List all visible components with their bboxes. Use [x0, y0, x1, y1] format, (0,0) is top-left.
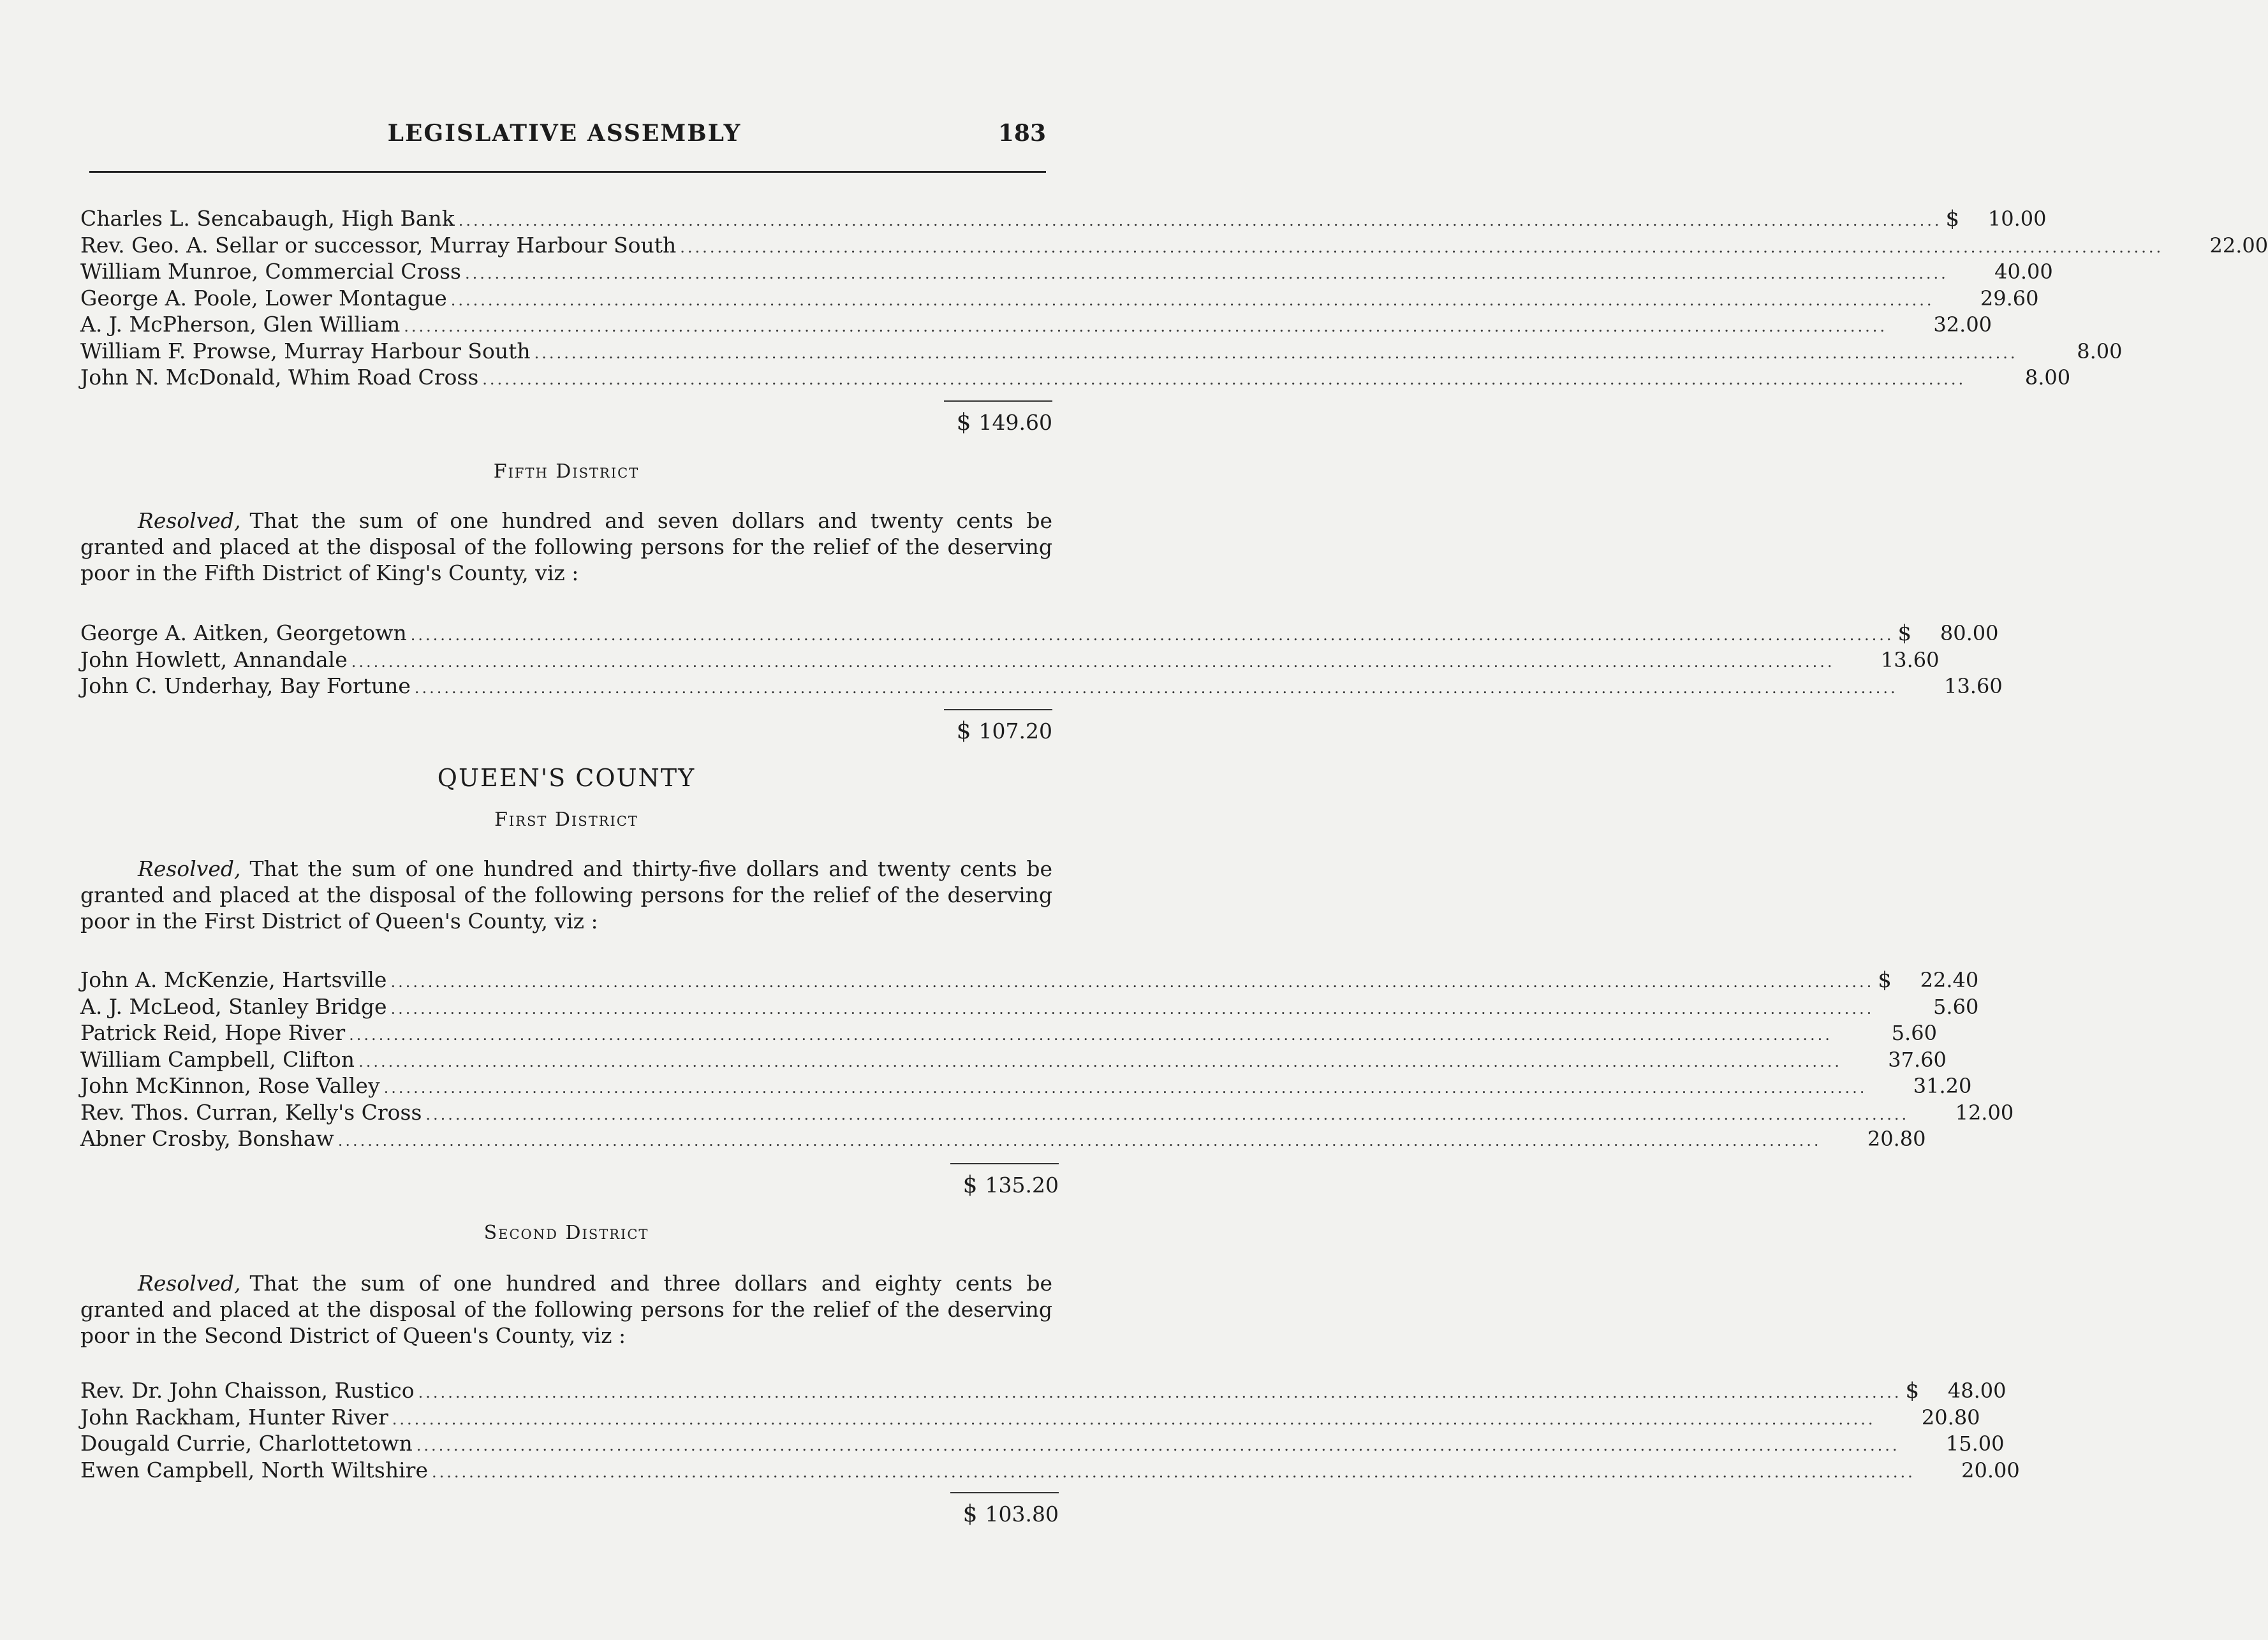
entry-amount: 12.00	[1955, 1100, 2014, 1125]
entry-name: Patrick Reid, Hope River	[80, 1020, 346, 1045]
resolved-label: Resolved,	[138, 856, 241, 881]
page-number: 183	[998, 120, 1046, 147]
county-heading: QUEEN'S COUNTY	[437, 764, 696, 792]
dot-leader: ........................................................................................................................................................................................................	[425, 1105, 1910, 1124]
dot-leader: ........................................................................................................................................................................................................	[416, 1437, 1900, 1454]
list-item	[80, 1430, 2005, 1457]
header-title: LEGISLATIVE ASSEMBLY	[387, 120, 742, 147]
list-item	[80, 647, 1940, 673]
entry-name: Ewen Campbell, North Wiltshire	[80, 1457, 428, 1483]
dot-leader: ........................................................................................................................................................................................................	[390, 999, 1874, 1018]
entry-amount: 5.60	[1891, 1021, 1937, 1045]
list-item	[80, 1125, 1926, 1152]
entry-amount: 8.00	[2024, 365, 2071, 390]
dot-leader: ........................................................................................................................................................................................................	[418, 1384, 1902, 1402]
entry-name: John N. McDonald, Whim Road Cross	[80, 365, 479, 390]
currency-sign: $	[956, 718, 971, 744]
dot-leader: ........................................................................................................................................................................................................	[349, 1026, 1832, 1044]
entry-amount: 10.00	[1987, 207, 2047, 231]
entry-amount: 13.60	[1880, 647, 1940, 672]
entry-amount: 22.00	[2209, 233, 2268, 258]
resolution-text: That the sum of one hundred and seven dollars and twenty cents be granted and placed at the disposal of the following persons for the relief of the deserving poor in the Fifth District of King's County, viz :	[80, 508, 1052, 585]
entry-name: William Munroe, Commercial Cross	[80, 259, 461, 284]
entry-amount: 48.00	[1947, 1379, 2007, 1403]
dot-leader: ........................................................................................................................................................................................................	[680, 238, 2164, 256]
entry-amount: 29.60	[1980, 286, 2039, 311]
running-header	[89, 120, 1046, 152]
list-item	[80, 338, 2123, 365]
list-item	[80, 232, 2268, 259]
resolved-label: Resolved,	[138, 1271, 241, 1296]
entry-amount: 40.00	[1994, 260, 2053, 284]
entry-name: William F. Prowse, Murray Harbour South	[80, 338, 531, 363]
entry-name: Rev. Geo. A. Sellar or successor, Murray Harbour South	[80, 232, 677, 258]
total-value: 107.20	[978, 719, 1052, 743]
resolution-paragraph	[80, 508, 1052, 586]
entry-amount: 31.20	[1913, 1074, 1972, 1098]
list-item	[80, 258, 2053, 285]
entry-list-second-district	[80, 1377, 2020, 1483]
dot-leader: ........................................................................................................................................................................................................	[482, 370, 1966, 388]
entry-amount: 37.60	[1888, 1047, 1947, 1072]
section-heading-first-district: First District	[494, 809, 638, 831]
currency-sign: $	[956, 409, 971, 436]
dot-leader: ........................................................................................................................................................................................................	[358, 1052, 1842, 1071]
currency-sign: $	[1905, 1378, 1920, 1403]
total-value: 103.80	[985, 1502, 1059, 1527]
list-item	[80, 1457, 2020, 1484]
dot-leader: ........................................................................................................................................................................................................	[458, 212, 1942, 230]
currency-sign: $	[1945, 206, 1960, 231]
dot-leader: ........................................................................................................................................................................................................	[383, 1079, 1867, 1097]
list-item	[80, 1020, 1937, 1046]
entry-amount: 15.00	[1945, 1431, 2005, 1456]
entry-name: John C. Underhay, Bay Fortune	[80, 673, 411, 698]
entry-amount: 20.80	[1921, 1405, 1980, 1430]
dot-leader: ........................................................................................................................................................................................................	[534, 344, 2018, 362]
entry-amount: 80.00	[1940, 621, 1999, 645]
resolution-text: That the sum of one hundred and three dollars and eighty cents be granted and placed at the disposal of the following persons for the relief of the deserving poor in the Second District of Queen's County, viz :	[80, 1271, 1052, 1348]
entry-name: John A. McKenzie, Hartsville	[80, 967, 387, 992]
entry-name: A. J. McPherson, Glen William	[80, 312, 401, 337]
currency-sign: $	[962, 1172, 978, 1198]
entry-name: Abner Crosby, Bonshaw	[80, 1126, 334, 1151]
entry-name: John Howlett, Annandale	[80, 647, 348, 672]
currency-sign: $	[1878, 967, 1892, 993]
list-item	[80, 311, 1992, 338]
total-rule	[944, 709, 1052, 710]
header-rule	[89, 171, 1046, 173]
dot-leader: ........................................................................................................................................................................................................	[414, 679, 1898, 697]
section-heading-second-district: Second District	[483, 1222, 649, 1244]
entry-amount: 20.00	[1961, 1458, 2020, 1483]
entry-list-first-district	[80, 967, 2014, 1152]
total-value: 149.60	[978, 410, 1052, 435]
dot-leader: ........................................................................................................................................................................................................	[450, 291, 1934, 309]
dot-leader: ........................................................................................................................................................................................................	[404, 318, 1888, 335]
list-item	[80, 285, 2039, 312]
entry-name: Charles L. Sencabaugh, High Bank	[80, 206, 455, 231]
list-item	[80, 205, 2047, 232]
entry-amount: 8.00	[2077, 339, 2123, 363]
list-item	[80, 673, 2003, 699]
dot-leader: ........................................................................................................................................................................................................	[392, 1410, 1876, 1428]
list-item	[80, 364, 2071, 391]
entry-amount: 20.80	[1867, 1127, 1926, 1151]
list-item	[80, 1404, 1980, 1431]
total-amount	[963, 1172, 1059, 1198]
entry-name: Rev. Thos. Curran, Kelly's Cross	[80, 1099, 422, 1125]
entry-amount: 32.00	[1933, 312, 1992, 337]
resolution-text: That the sum of one hundred and thirty-five dollars and twenty cents be granted and placed at the disposal of the following persons for the relief of the deserving poor in the First District of Queen's County, viz :	[80, 856, 1052, 933]
resolution-paragraph	[80, 856, 1052, 934]
list-item	[80, 1377, 2007, 1404]
dot-leader: ........................................................................................................................................................................................................	[464, 265, 1948, 282]
total-amount	[957, 718, 1052, 744]
entry-amount: 5.60	[1933, 994, 1979, 1019]
entry-name: Dougald Currie, Charlottetown	[80, 1431, 413, 1456]
dot-leader: ........................................................................................................................................................................................................	[410, 626, 1894, 644]
dot-leader: ........................................................................................................................................................................................................	[337, 1132, 1822, 1150]
dot-leader: ........................................................................................................................................................................................................	[431, 1463, 1915, 1481]
entry-name: George A. Aitken, Georgetown	[80, 620, 407, 645]
total-amount	[963, 1501, 1059, 1527]
total-rule	[950, 1492, 1059, 1493]
list-item	[80, 993, 1979, 1020]
entry-name: John Rackham, Hunter River	[80, 1404, 388, 1430]
entry-amount: 22.40	[1920, 968, 1979, 992]
currency-sign: $	[962, 1501, 978, 1527]
entry-list-continued	[80, 205, 2268, 391]
resolved-label: Resolved,	[138, 508, 241, 533]
entry-name: John McKinnon, Rose Valley	[80, 1073, 380, 1098]
entry-name: A. J. McLeod, Stanley Bridge	[80, 993, 387, 1019]
entry-name: William Campbell, Clifton	[80, 1046, 355, 1072]
section-heading-fifth-district: Fifth District	[493, 460, 640, 483]
total-amount	[957, 409, 1052, 436]
entry-name: Rev. Dr. John Chaisson, Rustico	[80, 1378, 415, 1403]
list-item	[80, 1073, 1972, 1099]
entry-amount: 13.60	[1944, 674, 2003, 698]
entry-list-fifth-district	[80, 620, 2003, 699]
list-item	[80, 1046, 1947, 1073]
total-rule	[944, 400, 1052, 402]
dot-leader: ........................................................................................................................................................................................................	[390, 973, 1874, 991]
resolution-paragraph	[80, 1270, 1052, 1349]
list-item	[80, 620, 1999, 647]
total-rule	[950, 1163, 1059, 1164]
entry-name: George A. Poole, Lower Montague	[80, 285, 447, 311]
total-value: 135.20	[985, 1173, 1059, 1197]
list-item	[80, 967, 1979, 993]
dot-leader: ........................................................................................................................................................................................................	[351, 652, 1835, 671]
currency-sign: $	[1897, 620, 1912, 646]
list-item	[80, 1099, 2014, 1126]
